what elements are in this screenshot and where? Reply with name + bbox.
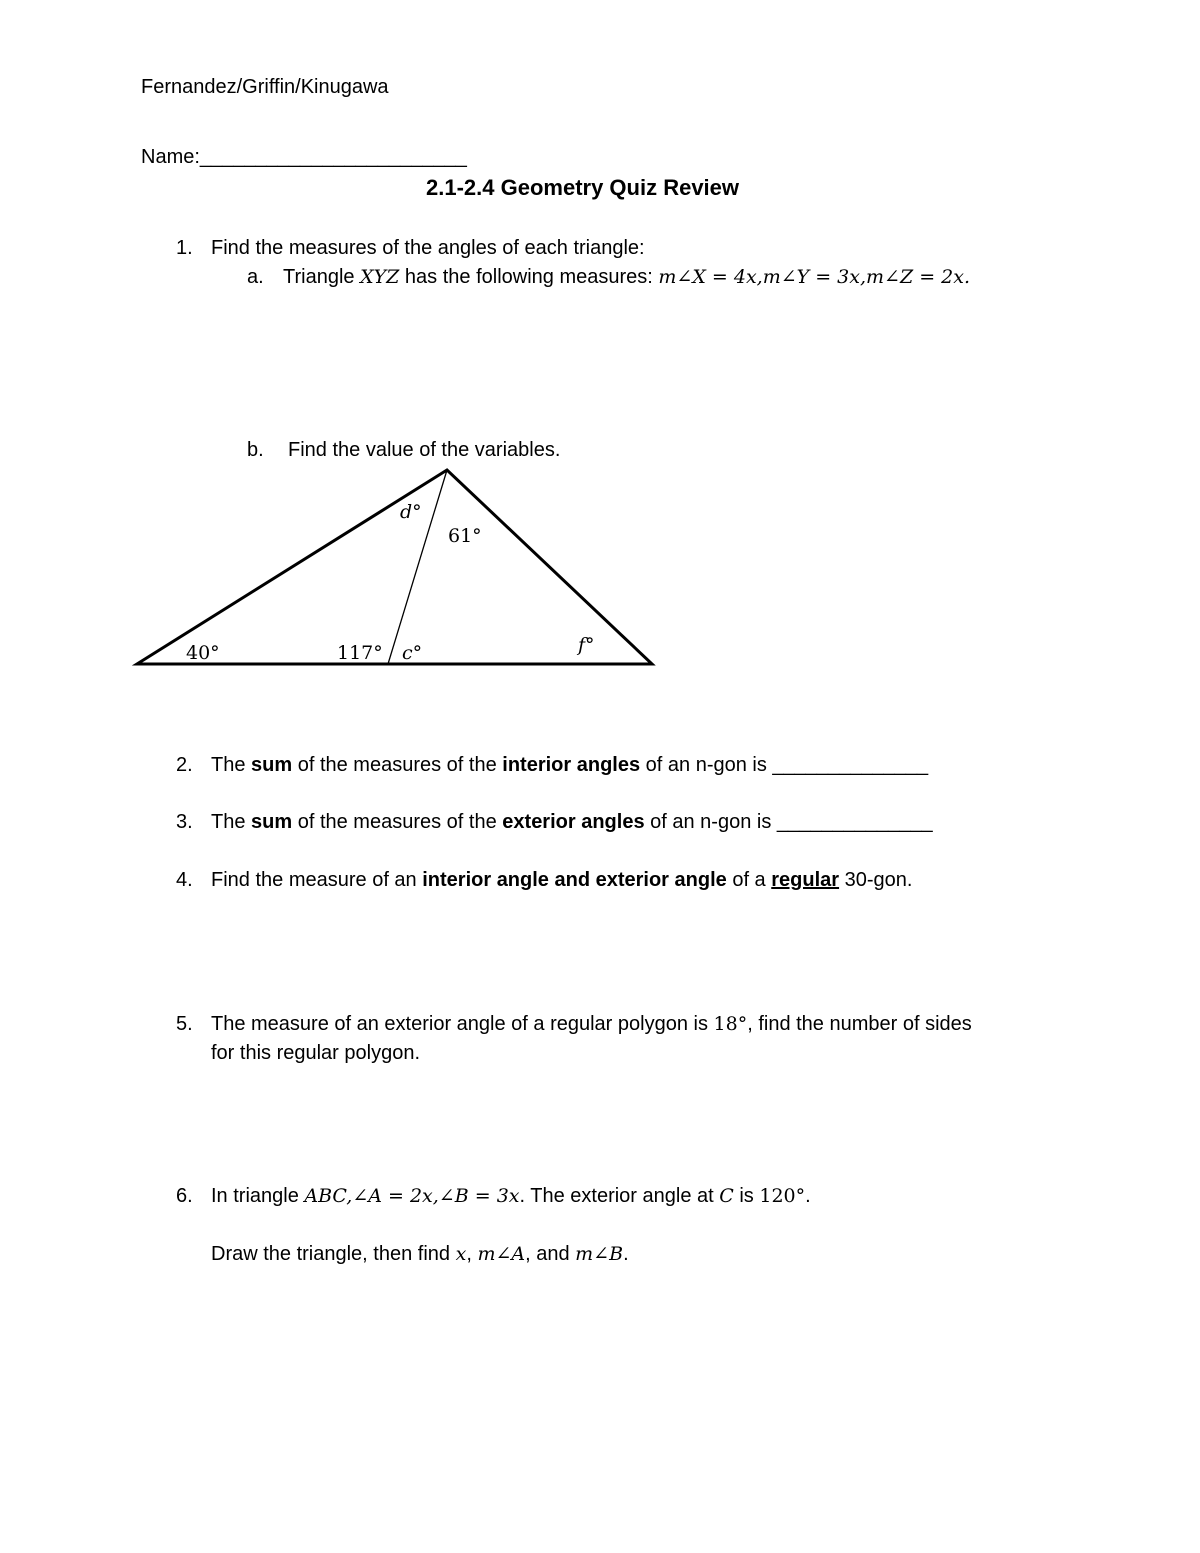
q6-number: 6. bbox=[176, 1185, 193, 1207]
q3-bold-exterior: exterior angles bbox=[502, 811, 645, 833]
page-title: 2.1-2.4 Geometry Quiz Review bbox=[426, 175, 740, 200]
triangle-figure bbox=[0, 0, 1200, 700]
q1a-letter: a. bbox=[247, 266, 264, 288]
q2-bold-sum: sum bbox=[251, 754, 293, 776]
q5-line2: for this regular polygon. bbox=[211, 1042, 421, 1064]
q6-d3: , and bbox=[525, 1243, 576, 1265]
q6-d4: . bbox=[623, 1243, 629, 1265]
q6-line2 bbox=[211, 1242, 629, 1266]
q3-text bbox=[211, 810, 933, 834]
q6-angle-b: m∠B bbox=[575, 1243, 624, 1265]
q6-triangle-expr: ABC,∠A = 2x,∠B = 3x bbox=[304, 1185, 520, 1207]
q4-bold-angles: interior angle and exterior angle bbox=[422, 869, 727, 891]
q3-t3: of an n-gon is bbox=[644, 811, 777, 833]
q3-bold-sum: sum bbox=[251, 811, 293, 833]
q1b-letter: b. bbox=[247, 439, 264, 461]
q1b-text: Find the value of the variables. bbox=[288, 439, 561, 461]
q3-answer-blank[interactable]: ______________ bbox=[776, 811, 933, 833]
q4-text bbox=[211, 868, 912, 892]
q5-angle-value: 18° bbox=[713, 1013, 748, 1035]
q4-number: 4. bbox=[176, 869, 193, 891]
label-40: 40° bbox=[186, 642, 220, 664]
q2-text bbox=[211, 753, 928, 777]
q2-t1: The bbox=[211, 754, 252, 776]
authors-line: Fernandez/Griffin/Kinugawa bbox=[141, 76, 389, 98]
q3-number: 3. bbox=[176, 811, 193, 833]
q2-t2: of the measures of the bbox=[292, 754, 503, 776]
q1a-t2: has the following measures: bbox=[399, 266, 659, 288]
q4-t1: Find the measure of an bbox=[211, 869, 423, 891]
cevian-line bbox=[388, 470, 447, 664]
q6-d2: , bbox=[466, 1243, 478, 1265]
q1a-t1: Triangle bbox=[283, 266, 361, 288]
name-blank: ________________________ bbox=[199, 146, 467, 168]
q1a-triangle-name: XYZ bbox=[360, 266, 400, 288]
q1a-expression: m∠X = 4x,m∠Y = 3x,m∠Z = 2x. bbox=[658, 266, 970, 288]
name-label: Name: bbox=[141, 146, 200, 168]
q6-line1 bbox=[211, 1184, 811, 1208]
label-117: 117° bbox=[337, 642, 383, 664]
q2-number: 2. bbox=[176, 754, 193, 776]
q6-var-x: x bbox=[455, 1243, 467, 1265]
q5-number: 5. bbox=[176, 1013, 193, 1035]
label-61: 61° bbox=[448, 525, 482, 547]
q2-t3: of an n-gon is bbox=[640, 754, 773, 776]
q6-t3: is bbox=[733, 1185, 760, 1207]
q5-line1 bbox=[211, 1012, 972, 1036]
q1-text: Find the measures of the angles of each triangle: bbox=[211, 237, 645, 259]
q2-bold-interior: interior angles bbox=[502, 754, 641, 776]
q5-t2: , find the number of sides bbox=[747, 1013, 972, 1035]
q3-t2: of the measures of the bbox=[292, 811, 503, 833]
q6-exterior-value: 120° bbox=[759, 1185, 806, 1207]
q4-t3: 30-gon. bbox=[839, 869, 913, 891]
q5-t1: The measure of an exterior angle of a regular polygon is bbox=[211, 1013, 714, 1035]
q6-angle-a: m∠A bbox=[477, 1243, 526, 1265]
q6-t4: . bbox=[805, 1185, 811, 1207]
q4-t2: of a bbox=[726, 869, 772, 891]
q1-number: 1. bbox=[176, 237, 193, 259]
label-c: c° bbox=[402, 642, 423, 664]
q6-t1: In triangle bbox=[211, 1185, 305, 1207]
q6-vertex-c: C bbox=[719, 1185, 734, 1207]
q6-d1: Draw the triangle, then find bbox=[211, 1243, 456, 1265]
label-f: f° bbox=[578, 634, 595, 656]
outer-triangle bbox=[137, 470, 652, 664]
label-d: d° bbox=[400, 501, 422, 523]
q3-t1: The bbox=[211, 811, 252, 833]
q2-answer-blank[interactable]: ______________ bbox=[772, 754, 929, 776]
q4-regular-underlined: regular bbox=[771, 869, 840, 891]
q6-t2: . The exterior angle at bbox=[519, 1185, 720, 1207]
